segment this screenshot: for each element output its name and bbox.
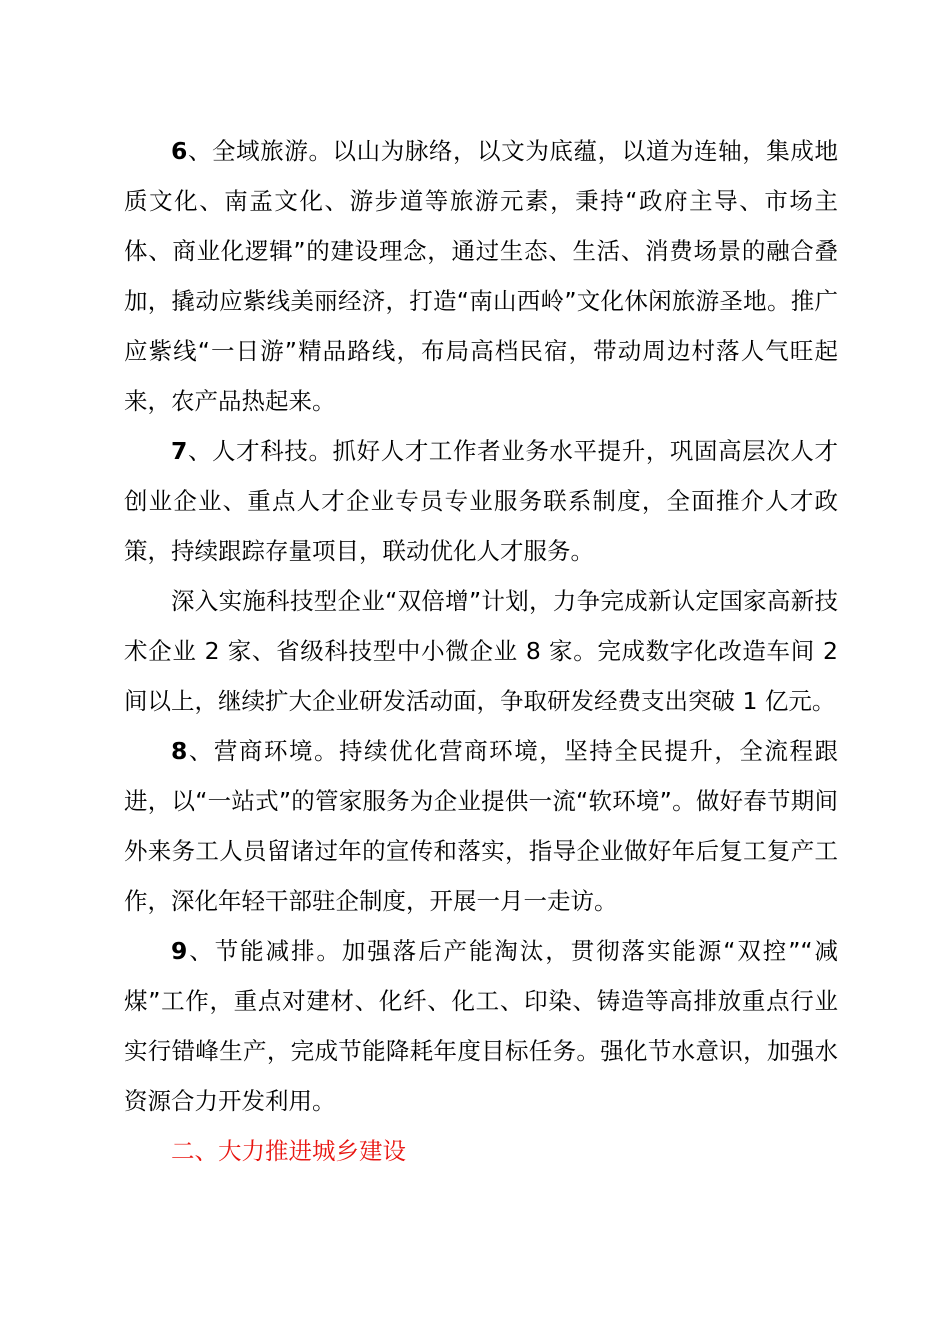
item-number: 9	[171, 937, 188, 965]
item-number: 8	[171, 737, 188, 765]
document-body	[124, 126, 838, 1176]
paragraph-text: 、全域旅游。以山为脉络，以文为底蕴，以道为连轴，集成地质文化、南孟文化、游步道等旅游元素，秉持“政府主导、市场主体、商业化逻辑”的建设理念，通过生态、生活、消费场景的融合叠加，撬动应紫线美丽经济，打造“南山西岭”文化休闲旅游圣地。推广应紫线“一日游”精品路线，布局高档民宿，带动周边村落人气旺起来，农产品热起来。	[124, 137, 838, 415]
paragraph-tech-enterprise	[124, 576, 838, 726]
paragraph-text: 、人才科技。抓好人才工作者业务水平提升，巩固高层次人才创业企业、重点人才企业专员专业服务联系制度，全面推介人才政策，持续跟踪存量项目，联动优化人才服务。	[124, 437, 838, 565]
item-number: 7	[171, 437, 188, 465]
paragraph-text: 、节能减排。加强落后产能淘汰，贯彻落实能源“双控”“减煤”工作，重点对建材、化纤、化工、印染、铸造等高排放重点行业实行错峰生产，完成节能降耗年度目标任务。强化节水意识，加强水资源合力开发利用。	[124, 937, 838, 1115]
section-heading: 二、大力推进城乡建设	[171, 1137, 406, 1165]
paragraph-text: 、营商环境。持续优化营商环境，坚持全民提升，全流程跟进，以“一站式”的管家服务为企业提供一流“软环境”。做好春节期间外来务工人员留诸过年的宣传和落实，指导企业做好年后复工复产工作，深化年轻干部驻企制度，开展一月一走访。	[124, 737, 838, 915]
paragraph-text: 深入实施科技型企业“双倍增”计划，力争完成新认定国家高新技术企业 2 家、省级科技型中小微企业 8 家。完成数字化改造车间 2 间以上，继续扩大企业研发活动面，争取研发经费支出突破 1 亿元。	[124, 587, 838, 715]
paragraph-energy-saving	[124, 926, 838, 1126]
paragraph-tourism	[124, 126, 838, 426]
item-number: 6	[171, 137, 188, 165]
paragraph-talent-tech	[124, 426, 838, 576]
paragraph-business-environment	[124, 726, 838, 926]
